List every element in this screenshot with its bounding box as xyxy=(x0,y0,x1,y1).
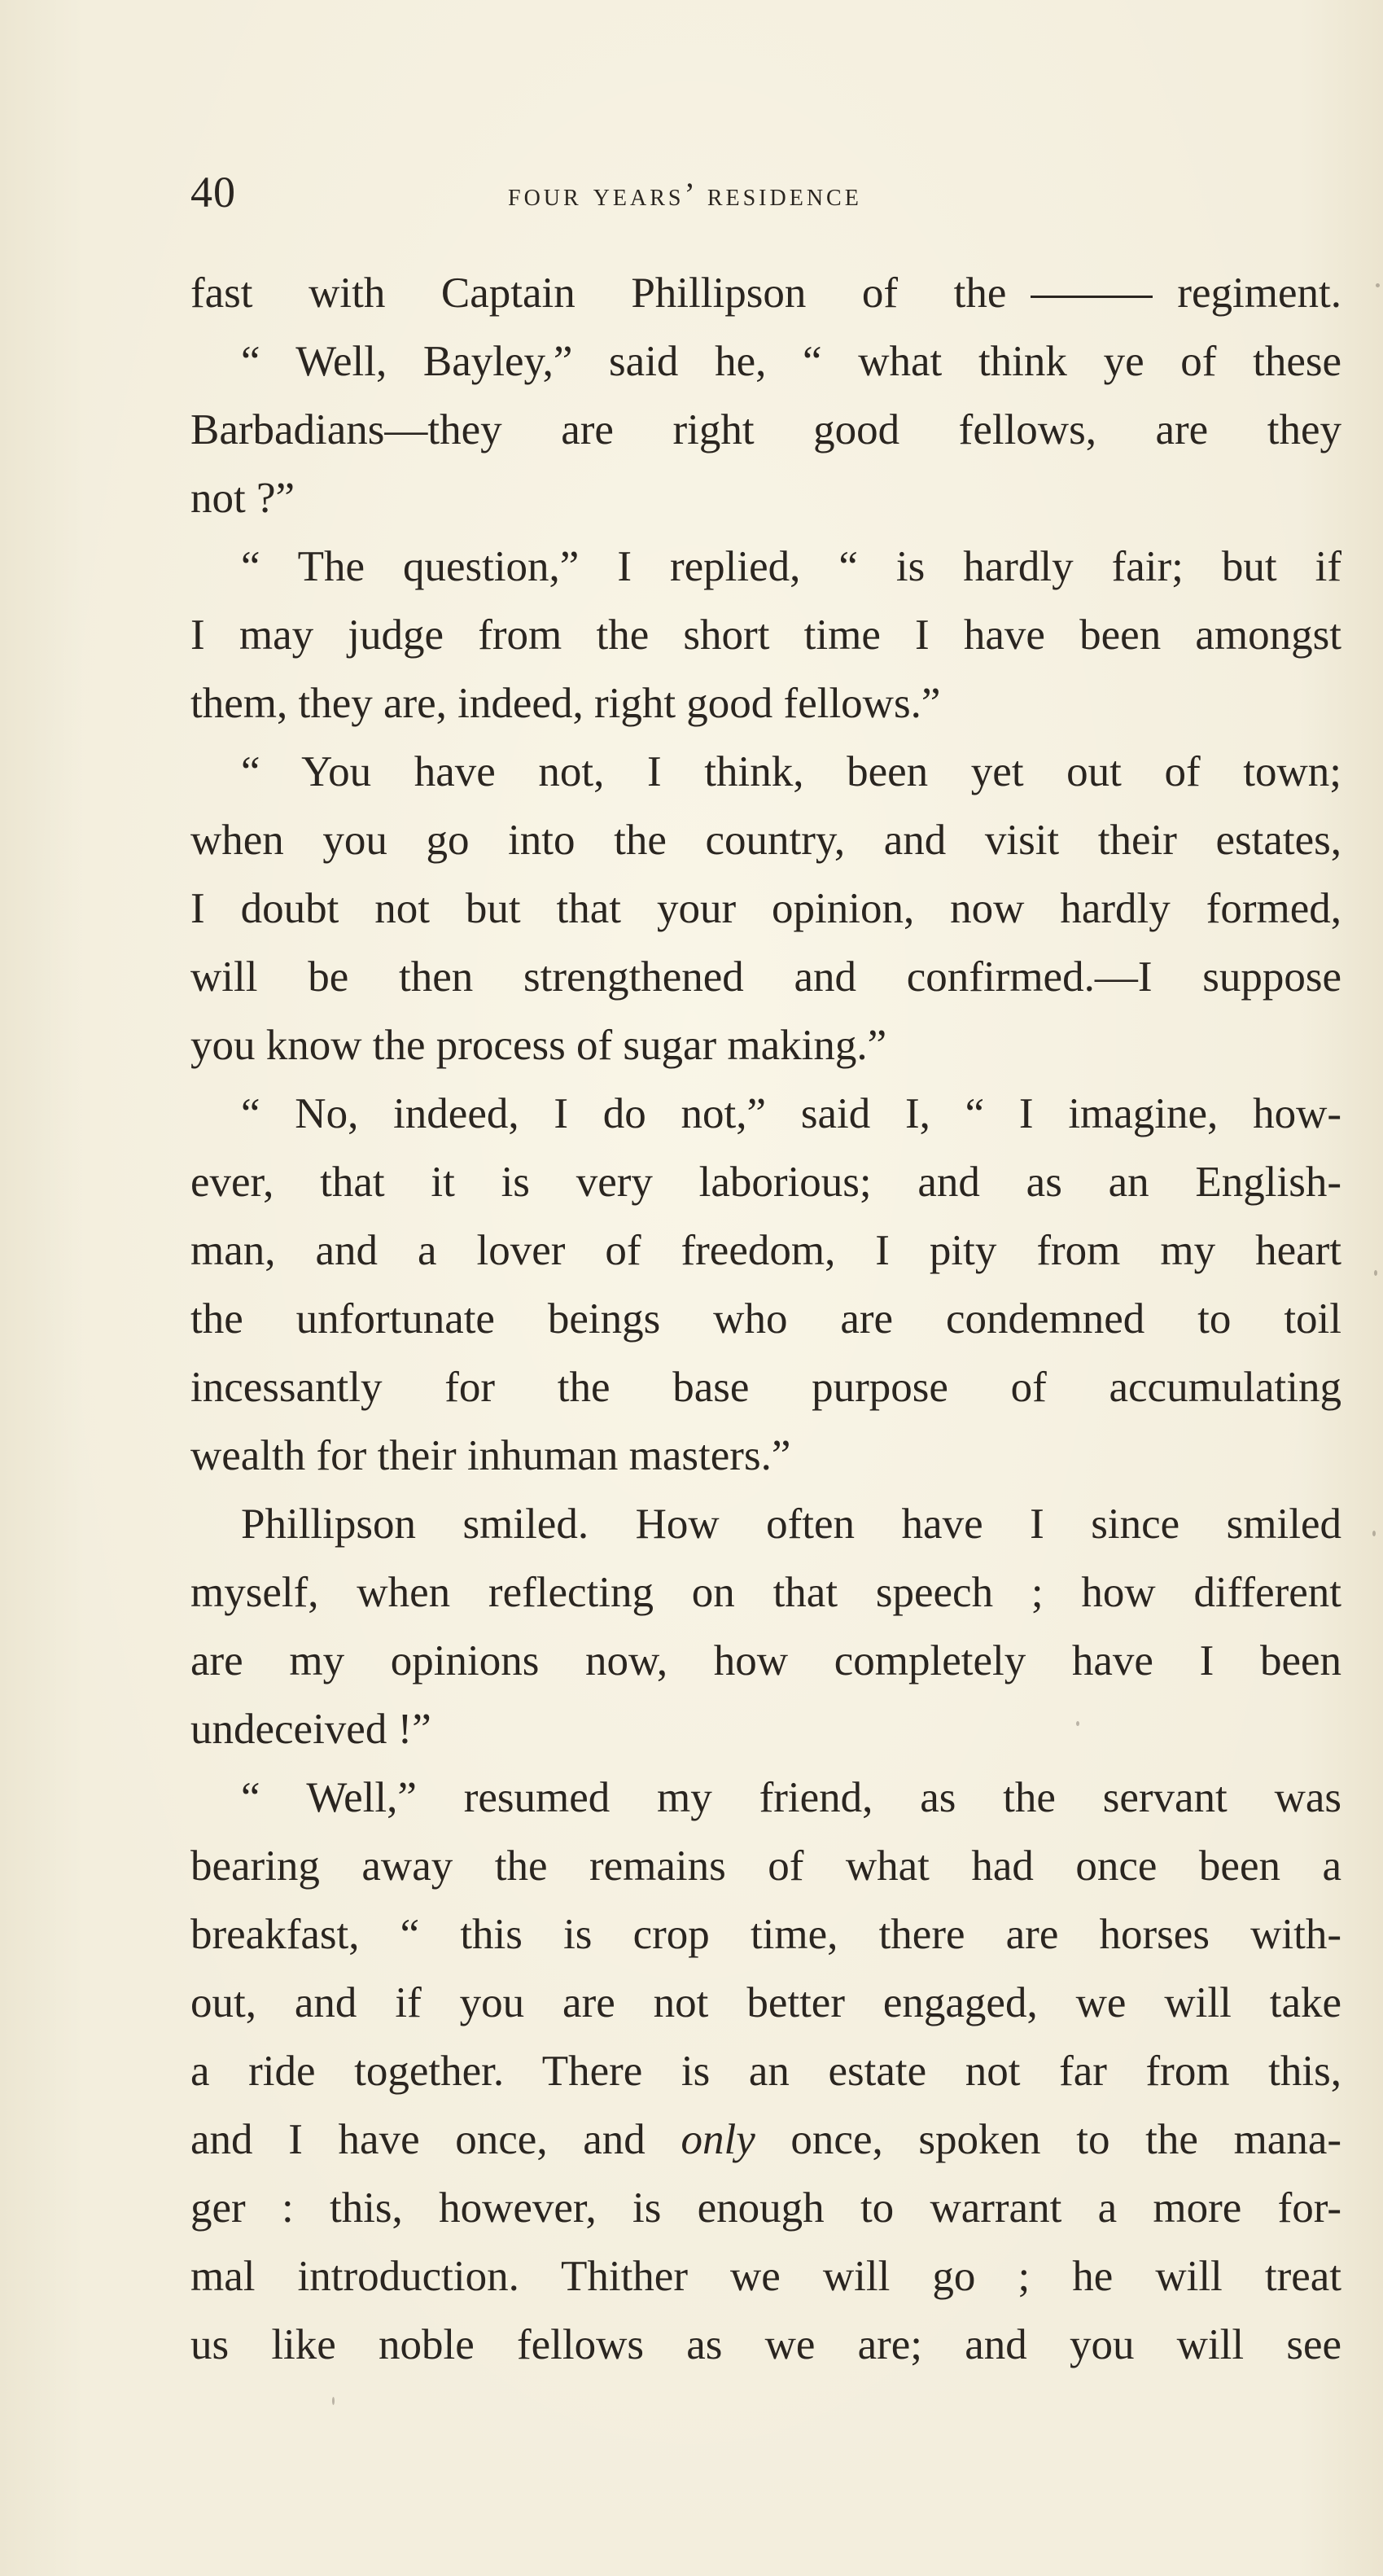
text-line: you know the process of sugar making.” xyxy=(190,1022,887,1069)
text-line: “ No, indeed, I do not,” said I, “ I imagine, how- xyxy=(241,1090,1341,1137)
text-line: “ Well,” resumed my friend, as the servant was xyxy=(241,1774,1341,1821)
text-line: not ?” xyxy=(190,475,295,522)
text-line: bearing away the remains of what had once been a xyxy=(190,1842,1341,1890)
text-line-end: regiment. xyxy=(1177,269,1341,317)
text-line xyxy=(190,259,1341,327)
text-line: man, and a lover of freedom, I pity from my heart xyxy=(190,1227,1341,1274)
text-line-start: and I have once, and xyxy=(190,2116,646,2163)
text-line: a ride together. There is an estate not far from this, xyxy=(190,2048,1341,2095)
text-line: undeceived !” xyxy=(190,1706,431,1753)
text-line: breakfast, “ this is crop time, there are horses with- xyxy=(190,1911,1341,1958)
paper-speck xyxy=(1076,1721,1079,1726)
page-number: 40 xyxy=(190,168,236,217)
text-line: ger : this, however, is enough to warrant a more for- xyxy=(190,2184,1341,2232)
text-line: the unfortunate beings who are condemned to toil xyxy=(190,1295,1341,1343)
paper-speck xyxy=(332,2397,335,2405)
text-line: out, and if you are not better engaged, we will take xyxy=(190,1979,1341,2026)
text-line-end: once, spoken to the mana- xyxy=(790,2116,1341,2163)
text-line: are my opinions now, how completely have I been xyxy=(190,1637,1341,1684)
text-line: “ You have not, I think, been yet out of town; xyxy=(241,748,1341,795)
text-line: Phillipson smiled. How often have I since smiled xyxy=(241,1500,1341,1548)
text-line: mal introduction. Thither we will go ; he will treat xyxy=(190,2253,1341,2300)
paper-speck xyxy=(1376,283,1380,287)
text-line: them, they are, indeed, right good fellows.” xyxy=(190,680,941,727)
paper-speck xyxy=(1372,1531,1376,1536)
text-line: Barbadians—they are right good fellows, are they xyxy=(190,406,1341,453)
text-line: myself, when reflecting on that speech ; how different xyxy=(190,1569,1341,1616)
running-title: four years’ residence xyxy=(508,176,862,212)
paper-speck xyxy=(1374,1270,1377,1276)
text-line-start: fast with Captain Phillipson of the xyxy=(190,269,1007,317)
text-line: us like noble fellows as we are; and you will see xyxy=(190,2321,1341,2368)
text-line: wealth for their inhuman masters.” xyxy=(190,1432,791,1479)
body-text xyxy=(190,259,1341,2379)
text-line: incessantly for the base purpose of accumulating xyxy=(190,1364,1341,1411)
text-line: ever, that it is very laborious; and as an English- xyxy=(190,1159,1341,1206)
text-line: “ Well, Bayley,” said he, “ what think ye of these xyxy=(241,338,1341,385)
italic-word: only xyxy=(681,2116,755,2163)
text-line: when you go into the country, and visit their estates, xyxy=(190,817,1341,864)
text-line: I may judge from the short time I have been amongst xyxy=(190,611,1341,659)
blank-dash-rule xyxy=(1031,296,1153,298)
running-head xyxy=(190,168,1346,217)
text-line: “ The question,” I replied, “ is hardly fair; but if xyxy=(241,543,1341,590)
text-line xyxy=(190,2105,1341,2174)
text-line: I doubt not but that your opinion, now hardly formed, xyxy=(190,885,1341,932)
text-line: will be then strengthened and confirmed.—I suppose xyxy=(190,953,1341,1001)
